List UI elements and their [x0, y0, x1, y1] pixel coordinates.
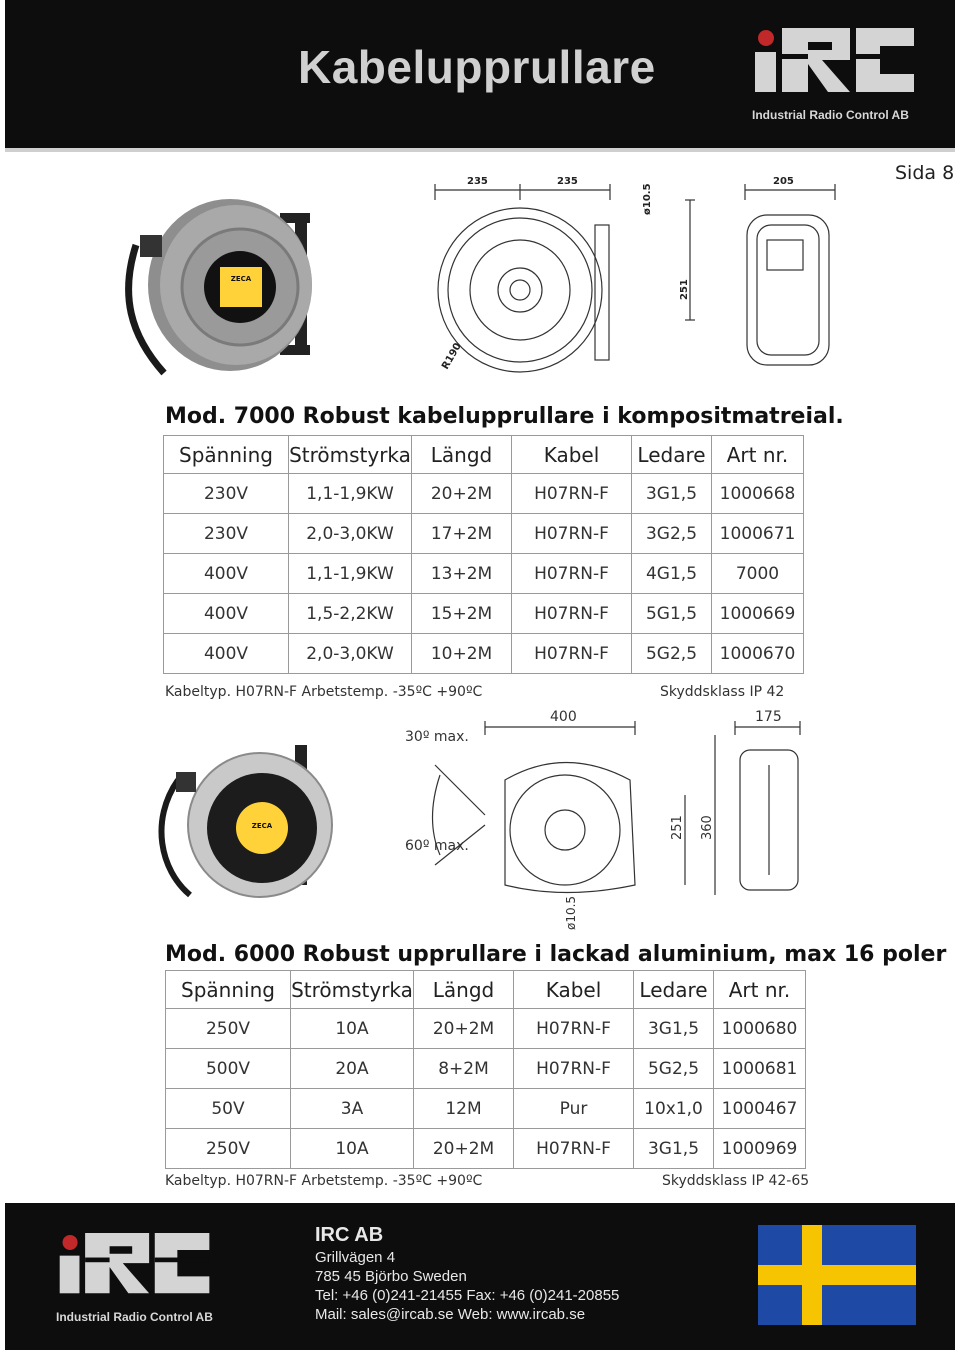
- dim-label: 30º max.: [405, 729, 469, 745]
- table-cell: H07RN-F: [514, 1009, 634, 1049]
- table-cell: 1000671: [712, 514, 804, 554]
- spec-table-6000: [165, 970, 806, 1169]
- table-row: [164, 474, 804, 514]
- dim-label: 60º max.: [405, 838, 469, 854]
- table-row: [164, 634, 804, 674]
- company-name: IRC AB: [315, 1224, 384, 1246]
- table-cell: 13+2M: [412, 554, 512, 594]
- table-cell: 1000681: [714, 1049, 806, 1089]
- table-cell: 1000670: [712, 634, 804, 674]
- table-cell: 5G2,5: [634, 1049, 714, 1089]
- col-header: Spänning: [166, 971, 291, 1009]
- dim-label: 175: [755, 709, 782, 725]
- section-heading: Mod. 7000 Robust kabelupprullare i kompositmatreial.: [165, 404, 844, 429]
- product-label: ZECA: [230, 275, 252, 283]
- col-header: Spänning: [164, 436, 289, 474]
- contact-phone: Tel: +46 (0)241-21455 Fax: +46 (0)241-20855: [315, 1287, 620, 1304]
- irc-logo: [750, 22, 920, 104]
- dim-label: 205: [773, 176, 794, 187]
- col-header: Strömstyrka: [291, 971, 414, 1009]
- table-cell: 20A: [291, 1049, 414, 1089]
- spec-table-7000: [163, 435, 804, 674]
- table-row: [166, 1009, 806, 1049]
- contact-mail-web: Mail: sales@ircab.se Web: www.ircab.se: [315, 1306, 586, 1323]
- spec-note: Kabeltyp. H07RN-F Arbetstemp. -35ºC +90ºC: [165, 1173, 483, 1189]
- dim-label: ø10.5: [642, 183, 653, 215]
- col-header: Art nr.: [712, 436, 804, 474]
- col-header: Ledare: [632, 436, 712, 474]
- dim-label: 235: [557, 176, 578, 187]
- table-cell: 1000969: [714, 1129, 806, 1169]
- col-header: Längd: [412, 436, 512, 474]
- page-number: Sida 8: [895, 162, 955, 184]
- dim-label: ø10.5: [564, 895, 578, 930]
- protection-class: Skyddsklass IP 42: [660, 684, 785, 700]
- table-cell: 10A: [291, 1129, 414, 1169]
- table-cell: 10A: [291, 1009, 414, 1049]
- table-cell: 10x1,0: [634, 1089, 714, 1129]
- dim-label: 360: [700, 815, 715, 840]
- table-cell: 10+2M: [412, 634, 512, 674]
- dim-label: 235: [467, 176, 488, 187]
- table-cell: 230V: [164, 474, 289, 514]
- reel-6000-drawing: [395, 705, 815, 935]
- table-cell: 20+2M: [412, 474, 512, 514]
- table-cell: 1,1-1,9KW: [289, 474, 412, 514]
- table-cell: 250V: [166, 1129, 291, 1169]
- col-header: Strömstyrka: [289, 436, 412, 474]
- table-cell: 400V: [164, 594, 289, 634]
- table-cell: 3A: [291, 1089, 414, 1129]
- table-cell: 2,0-3,0KW: [289, 634, 412, 674]
- reel-6000-photo: [150, 740, 340, 900]
- table-cell: H07RN-F: [512, 554, 632, 594]
- table-cell: 50V: [166, 1089, 291, 1129]
- table-row: [166, 1089, 806, 1129]
- table-cell: 400V: [164, 554, 289, 594]
- table-cell: 20+2M: [414, 1129, 514, 1169]
- col-header: Ledare: [634, 971, 714, 1009]
- table-cell: 1000467: [714, 1089, 806, 1129]
- table-cell: 12M: [414, 1089, 514, 1129]
- table-row: [164, 514, 804, 554]
- col-header: Längd: [414, 971, 514, 1009]
- table-cell: 250V: [166, 1009, 291, 1049]
- table-row: [166, 1129, 806, 1169]
- spec-note: Kabeltyp. H07RN-F Arbetstemp. -35ºC +90ºC: [165, 684, 483, 700]
- logo-caption: Industrial Radio Control AB: [56, 1310, 213, 1324]
- table-cell: H07RN-F: [514, 1129, 634, 1169]
- table-cell: 8+2M: [414, 1049, 514, 1089]
- table-cell: 400V: [164, 634, 289, 674]
- swedish-flag-icon: [758, 1225, 916, 1325]
- table-cell: 17+2M: [412, 514, 512, 554]
- table-row: [166, 1049, 806, 1089]
- table-cell: H07RN-F: [512, 634, 632, 674]
- logo-caption: Industrial Radio Control AB: [752, 108, 909, 122]
- table-cell: 1000669: [712, 594, 804, 634]
- dim-label: R190: [440, 341, 464, 372]
- table-row: [164, 554, 804, 594]
- table-cell: 5G1,5: [632, 594, 712, 634]
- table-row: [164, 594, 804, 634]
- table-cell: 1,1-1,9KW: [289, 554, 412, 594]
- table-cell: H07RN-F: [514, 1049, 634, 1089]
- table-cell: Pur: [514, 1089, 634, 1129]
- protection-class: Skyddsklass IP 42-65: [662, 1173, 810, 1189]
- table-cell: 4G1,5: [632, 554, 712, 594]
- table-cell: 3G1,5: [634, 1009, 714, 1049]
- table-cell: 1000680: [714, 1009, 806, 1049]
- table-cell: 1,5-2,2KW: [289, 594, 412, 634]
- table-cell: 3G2,5: [632, 514, 712, 554]
- reel-7000-photo: [120, 185, 340, 380]
- table-cell: 3G1,5: [632, 474, 712, 514]
- dim-label: 251: [679, 279, 690, 300]
- address-street: Grillvägen 4: [315, 1249, 396, 1266]
- table-cell: 5G2,5: [632, 634, 712, 674]
- col-header: Kabel: [512, 436, 632, 474]
- table-cell: 3G1,5: [634, 1129, 714, 1169]
- irc-logo: [55, 1225, 215, 1307]
- reel-7000-drawing: [425, 170, 865, 385]
- table-cell: 230V: [164, 514, 289, 554]
- col-header: Kabel: [514, 971, 634, 1009]
- table-cell: H07RN-F: [512, 514, 632, 554]
- page-title: Kabelupprullare: [298, 41, 656, 93]
- table-cell: 7000: [712, 554, 804, 594]
- col-header: Art nr.: [714, 971, 806, 1009]
- table-cell: H07RN-F: [512, 594, 632, 634]
- section-heading: Mod. 6000 Robust upprullare i lackad aluminium, max 16 poler: [165, 942, 947, 967]
- table-cell: 20+2M: [414, 1009, 514, 1049]
- product-label: ZECA: [251, 822, 273, 830]
- table-cell: 500V: [166, 1049, 291, 1089]
- table-cell: 1000668: [712, 474, 804, 514]
- table-cell: 2,0-3,0KW: [289, 514, 412, 554]
- dim-label: 251: [670, 815, 685, 840]
- table-cell: H07RN-F: [512, 474, 632, 514]
- dim-label: 400: [550, 709, 577, 725]
- table-cell: 15+2M: [412, 594, 512, 634]
- address-city: 785 45 Björbo Sweden: [315, 1268, 467, 1285]
